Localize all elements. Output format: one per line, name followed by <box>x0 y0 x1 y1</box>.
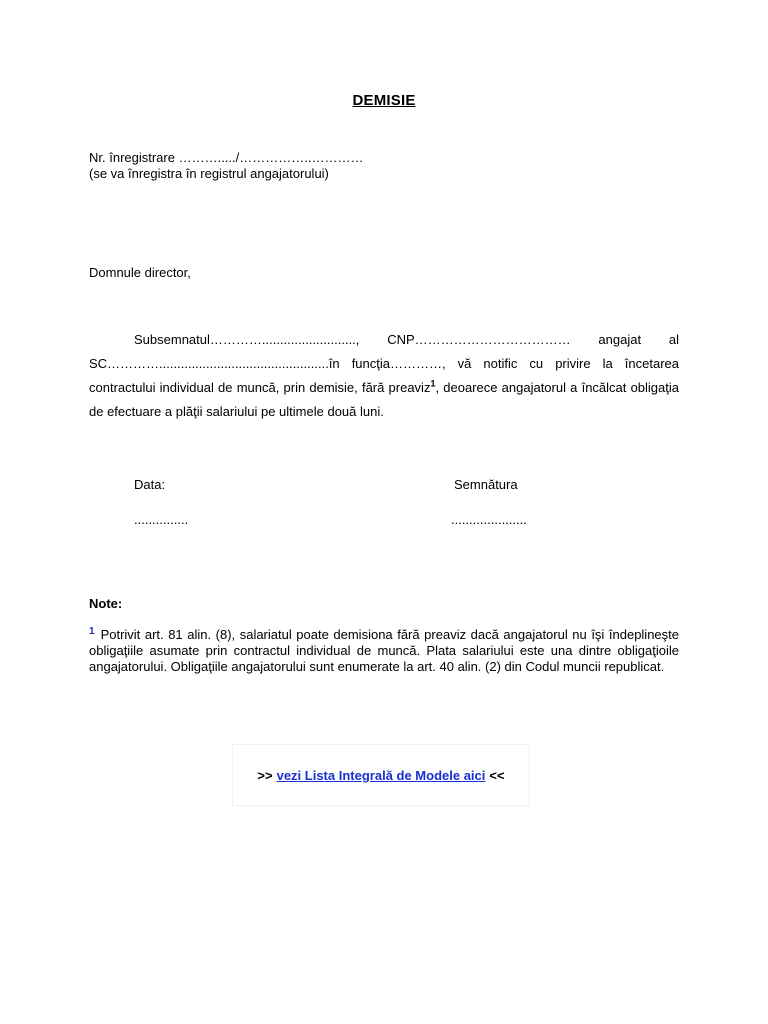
document-title: DEMISIE <box>352 92 416 109</box>
date-label: Data: <box>134 477 166 492</box>
resignation-paragraph <box>89 328 679 424</box>
registration-line: Nr. înregistrare ………...../……………..………… <box>89 150 364 165</box>
link-prefix: >> <box>257 767 273 783</box>
paragraph-text-part1: Subsemnatul………….........................., CNP……………………………… angajat al SC…………...............................................în funcţia…………, vă notific cu privire la încetarea contractului individual de muncă, prin demisie, fără preaviz <box>89 332 679 395</box>
registration-block <box>89 150 363 182</box>
paragraph-text-part2: , deoarece angajatorul a încălcat obligaţia de efectuare a plăţii salariului pe ultimele două luni. <box>89 380 679 419</box>
footnote-reference: 1 <box>430 378 436 389</box>
date-dots: ............... <box>134 512 189 527</box>
signature-dots: ..................... <box>451 512 527 527</box>
models-list-link[interactable]: vezi Lista Integrală de Modele aici <box>276 767 486 783</box>
footnote-number: 1 <box>89 625 95 637</box>
link-suffix: << <box>489 767 505 783</box>
signature-label: Semnătura <box>454 477 518 492</box>
footnote <box>89 627 679 675</box>
footnote-text: Potrivit art. 81 alin. (8), salariatul poate demisiona fără preaviz dacă angajatorul nu îşi îndeplineşte obligaţiile asumate prin contractul individual de muncă. Plata salariului este una dintre obligaţioile angajatorului. Obligaţiile angajatorului sunt enumerate la art. 40 alin. (2) din Codul muncii republicat. <box>89 627 679 674</box>
greeting: Domnule director, <box>89 265 191 280</box>
registration-note: (se va înregistra în registrul angajatorului) <box>89 166 329 181</box>
models-link-box <box>232 744 530 806</box>
notes-heading: Note: <box>89 596 123 611</box>
